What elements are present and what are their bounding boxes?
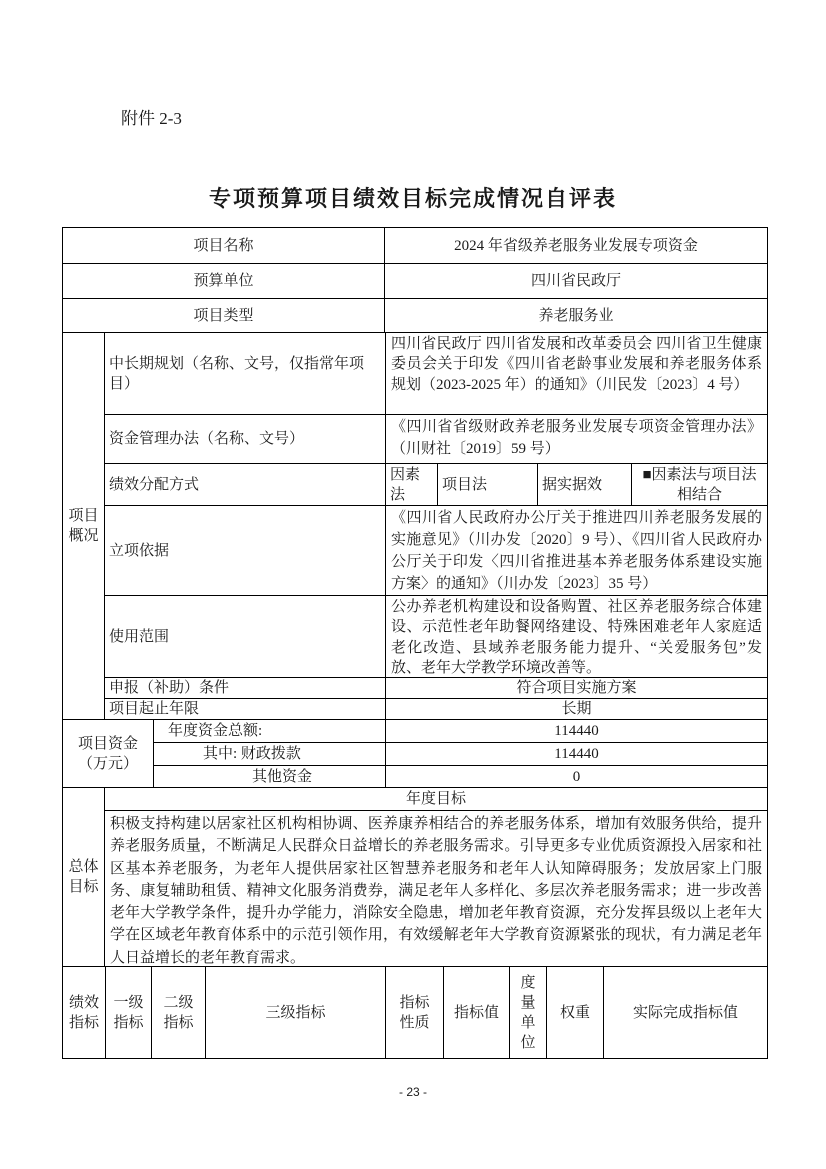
indicators-col-level1: 一级指标 <box>105 967 151 1058</box>
annual-goal-text: 积极支持构建以居家社区机构相协调、医养康养相结合的养老服务体系，增加有效服务供给，提升养老服务质量，不断满足人民群众日益增长的养老服务需求。引导更多专业优质资源投入居家和社区基本养老服务，为老年人提供居家社区智慧养老服务和老年人认知障碍服务；发放居家上门服务、康复辅助租赁、精神文化服务消费券，满足老年人多样化、多层次养老服务需求；进一步改善老年大学教学条件，提升办学能力，消除安全隐患，增加老年教育资源，充分发挥县级以上老年大学在区域老年教育体系中的示范引领作用，有效缓解老年大学教育资源紧张的现状，有力满足老年人日益增长的老年教育需求。 <box>110 816 762 966</box>
fiscal-allocation-value: 114440 <box>385 743 767 765</box>
project-duration-value: 长期 <box>385 699 767 719</box>
annual-total-funds-label: 年度资金总额: <box>168 723 263 739</box>
budget-unit-label: 预算单位 <box>193 273 254 289</box>
usage-scope-value: 公办养老机构建设和设备购置、社区养老服务综合体建设、示范性老年助餐网络建设、特殊困难老年人家庭适老化改造、县域养老服务能力提升、“关爱服务包”发放、老年大学教学环境改善等。 <box>385 596 767 677</box>
indicators-col-performance: 绩效指标 <box>68 994 99 1031</box>
project-name-label: 项目名称 <box>193 237 254 254</box>
table-row-application-condition <box>105 677 767 698</box>
table-row-project-duration <box>105 698 767 719</box>
table-row-allocation-method <box>105 463 767 505</box>
project-name-value: 2024 年省级养老服务业发展专项资金 <box>384 228 767 263</box>
allocation-option-project: 项目法 <box>437 464 537 505</box>
midterm-plan-value: 四川省民政厅 四川省发展和改革委员会 四川省卫生健康委员会关于印发《四川省老龄事业发展和养老服务体系规划（2023-2025 年）的通知》（川民发〔2023〕4 号） <box>385 333 767 414</box>
attachment-label: 附件 2-3 <box>121 109 182 128</box>
table-row-project-basis <box>105 505 767 595</box>
indicators-col-value: 指标值 <box>443 967 509 1058</box>
allocation-option-factor: 因素法 <box>385 464 437 505</box>
section-overall-goal <box>63 787 767 966</box>
allocation-selected-label: 因素法与项目法相结合 <box>651 466 757 503</box>
table-row-midterm-plan <box>105 333 767 414</box>
allocation-method-label: 绩效分配方式 <box>109 476 200 493</box>
other-funds-label: 其他资金 <box>252 768 313 785</box>
project-type-value: 养老服务业 <box>384 299 767 332</box>
allocation-option-actual: 据实据效 <box>537 464 631 505</box>
section-project-overview <box>63 332 767 719</box>
indicators-col-actual: 实际完成指标值 <box>603 967 767 1058</box>
indicators-col-nature: 指标性质 <box>385 967 443 1058</box>
overall-goal-section-label <box>63 788 104 966</box>
annual-goal-header: 年度目标 <box>405 791 466 807</box>
application-condition-label: 申报（补助）条件 <box>109 680 230 696</box>
table-row-fund-management <box>105 414 767 463</box>
funds-section-label <box>63 720 153 787</box>
fund-management-label: 资金管理办法（名称、文号） <box>109 431 305 447</box>
overall-goal-section-label-text: 总体目标 <box>68 859 99 895</box>
table-row-budget-unit <box>63 263 767 298</box>
table-row-project-name <box>63 228 767 263</box>
allocation-selected-text <box>636 465 763 505</box>
indicators-header-row <box>63 966 767 1058</box>
checkbox-checked-icon: ■ <box>642 466 652 483</box>
project-basis-label: 立项依据 <box>109 542 170 559</box>
table-row-project-type <box>63 298 767 332</box>
page-number: - 23 - <box>398 1085 427 1099</box>
table-row-fiscal-allocation <box>154 742 767 765</box>
table-row-annual-total-funds <box>154 720 767 742</box>
project-type-label: 项目类型 <box>193 307 254 324</box>
fiscal-allocation-label: 其中: 财政拨款 <box>203 746 301 762</box>
table-row-annual-goal-text <box>105 810 767 966</box>
budget-unit-value: 四川省民政厅 <box>384 264 767 298</box>
funds-section-label-text: 项目资金（万元） <box>77 735 138 772</box>
table-row-other-funds <box>154 765 767 787</box>
overview-section-label <box>63 333 104 719</box>
fund-management-value: 《四川省省级财政养老服务业发展专项资金管理办法》（川财社〔2019〕59 号） <box>385 415 767 463</box>
page-title: 专项预算项目绩效目标完成情况自评表 <box>208 186 617 211</box>
indicators-col-level3: 三级指标 <box>205 967 385 1058</box>
application-condition-value: 符合项目实施方案 <box>385 678 767 698</box>
project-duration-label: 项目起止年限 <box>109 701 200 717</box>
annual-total-funds-value: 114440 <box>385 720 767 742</box>
allocation-option-selected <box>631 464 767 505</box>
overview-section-label-text: 项目概况 <box>68 508 99 544</box>
project-basis-value: 《四川省人民政府办公厅关于推进四川养老服务发展的实施意见》（川办发〔2020〕9 号）、《四川省人民政府办公厅关于印发〈四川省推进基本养老服务体系建设实施方案〉的通知》（川办发〔2023〕35 号） <box>385 506 767 595</box>
indicators-col-level2: 二级指标 <box>151 967 205 1058</box>
indicators-col-unit: 度量单位 <box>509 967 546 1058</box>
self-evaluation-table <box>62 227 768 1059</box>
table-row-usage-scope <box>105 595 767 677</box>
usage-scope-label: 使用范围 <box>109 628 170 645</box>
indicators-col-weight: 权重 <box>546 967 603 1058</box>
table-row-annual-goal-header <box>105 788 767 810</box>
other-funds-value: 0 <box>385 766 767 787</box>
section-project-funds <box>63 719 767 787</box>
midterm-plan-label: 中长期规划（名称、文号，仅指常年项目） <box>109 355 365 392</box>
